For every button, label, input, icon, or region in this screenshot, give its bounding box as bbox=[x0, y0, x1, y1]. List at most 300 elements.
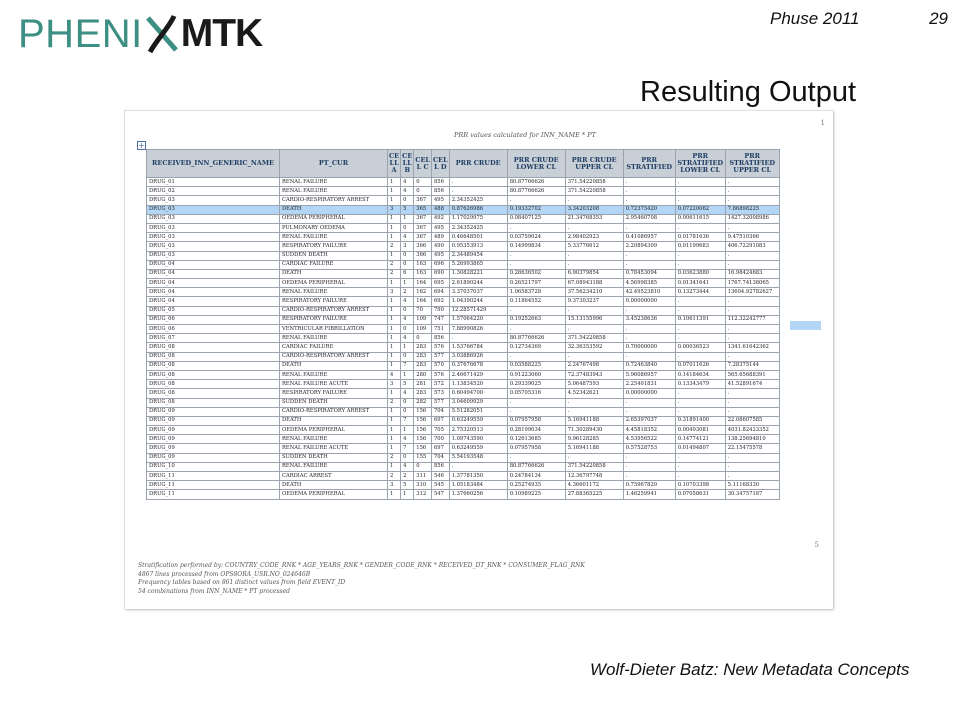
table-cell: 16.98424683 bbox=[725, 269, 779, 278]
table-cell: 13604.92782627 bbox=[725, 288, 779, 297]
table-cell: 406.72291083 bbox=[725, 242, 779, 251]
table-cell: 0.01494807 bbox=[675, 444, 725, 453]
table-row[interactable] bbox=[147, 242, 780, 251]
table-cell: 2.65397037 bbox=[623, 416, 675, 425]
table-cell: 856 bbox=[431, 178, 449, 187]
table-cell: 690 bbox=[431, 269, 449, 278]
table-cell: 1.13834520 bbox=[449, 380, 507, 389]
table-cell: . bbox=[675, 462, 725, 471]
table-cell: 4031.82423352 bbox=[725, 426, 779, 435]
table-cell: 2.98402923 bbox=[565, 233, 623, 242]
table-cell: 0.05705316 bbox=[507, 389, 565, 398]
table-cell: 5.33776612 bbox=[565, 242, 623, 251]
table-cell: 1 bbox=[388, 389, 401, 398]
table-cell: 4 bbox=[401, 178, 414, 187]
table-cell: 2.34352425 bbox=[449, 223, 507, 232]
table-cell: RENAL FAILURE bbox=[280, 435, 388, 444]
table-cell: 109 bbox=[414, 325, 432, 334]
table-row[interactable] bbox=[147, 251, 780, 260]
table-row[interactable] bbox=[147, 260, 780, 269]
table-cell: . bbox=[725, 407, 779, 416]
table-cell: 0 bbox=[401, 398, 414, 407]
table-cell: 1 bbox=[388, 251, 401, 260]
table-cell: DEATH bbox=[280, 205, 388, 214]
table-cell: 856 bbox=[431, 462, 449, 471]
table-cell: DRUG_03 bbox=[147, 251, 280, 260]
table-cell: 3 bbox=[388, 205, 401, 214]
table-cell: . bbox=[507, 325, 565, 334]
table-cell: 0 bbox=[401, 260, 414, 269]
table-row[interactable] bbox=[147, 343, 780, 352]
table-cell: 0.03588225 bbox=[507, 361, 565, 370]
table-cell: DRUG_08 bbox=[147, 370, 280, 379]
table-cell: 0.01341641 bbox=[675, 279, 725, 288]
table-cell: DRUG_04 bbox=[147, 269, 280, 278]
table-cell: 3.03886926 bbox=[449, 352, 507, 361]
table-cell: DRUG_10 bbox=[147, 462, 280, 471]
table-cell: RESPIRATORY FAILURE bbox=[280, 297, 388, 306]
table-cell: 80.87766626 bbox=[507, 178, 565, 187]
table-cell: 0.00493081 bbox=[675, 426, 725, 435]
table-cell: 5.51282051 bbox=[449, 407, 507, 416]
table-cell: 0.28199034 bbox=[507, 426, 565, 435]
table-cell: . bbox=[565, 407, 623, 416]
table-cell: 0.26521797 bbox=[507, 279, 565, 288]
table-cell: DRUG_03 bbox=[147, 205, 280, 214]
table-cell: 1 bbox=[388, 306, 401, 315]
table-cell: 4 bbox=[388, 370, 401, 379]
table-cell: . bbox=[507, 196, 565, 205]
table-cell: 0.14774121 bbox=[675, 435, 725, 444]
table-cell: . bbox=[449, 178, 507, 187]
table-cell: 5.96086957 bbox=[623, 370, 675, 379]
column-header: RECEIVED_INN_GENERIC_NAME bbox=[147, 150, 280, 178]
table-cell: 0.14999834 bbox=[507, 242, 565, 251]
footnote-line: Stratification performed by: COUNTRY_CODE_RNK * AGE_YEARS_RNK * GENDER_CODE_RNK * RECEIVED_DT_RNK * CONSUMER_FLAG_RNK bbox=[138, 562, 585, 569]
table-row[interactable] bbox=[147, 398, 780, 407]
table-row[interactable] bbox=[147, 315, 780, 324]
table-cell: 576 bbox=[431, 343, 449, 352]
table-cell: . bbox=[623, 352, 675, 361]
table-cell: 0.11864552 bbox=[507, 297, 565, 306]
table-row[interactable] bbox=[147, 334, 780, 343]
table-cell: SUDDEN DEATH bbox=[280, 251, 388, 260]
table-cell: 164 bbox=[414, 297, 432, 306]
table-cell: 6 bbox=[401, 269, 414, 278]
table-row[interactable] bbox=[147, 407, 780, 416]
report-page-mark: 1 bbox=[820, 119, 825, 127]
table-cell: 2 bbox=[388, 398, 401, 407]
table-cell: 0.07058631 bbox=[675, 490, 725, 499]
table-cell: 5 bbox=[401, 205, 414, 214]
table-cell: DRUG_08 bbox=[147, 343, 280, 352]
table-cell: 4 bbox=[401, 297, 414, 306]
table-cell: 0.25274935 bbox=[507, 481, 565, 490]
table-cell: DRUG_03 bbox=[147, 233, 280, 242]
table-cell: 1 bbox=[388, 279, 401, 288]
table-cell: 80.87766626 bbox=[507, 334, 565, 343]
table-cell: 365 bbox=[414, 205, 432, 214]
table-cell: DRUG_09 bbox=[147, 407, 280, 416]
table-cell: OEDEMA PERIPHERAL bbox=[280, 279, 388, 288]
table-cell: . bbox=[507, 223, 565, 232]
table-cell: 282 bbox=[414, 398, 432, 407]
table-cell: 15.13155996 bbox=[565, 315, 623, 324]
table-cell: 6.90379854 bbox=[565, 269, 623, 278]
table-cell: 0.00611615 bbox=[675, 214, 725, 223]
table-cell: 9.37303237 bbox=[565, 297, 623, 306]
slide-title: Resulting Output bbox=[640, 76, 857, 108]
table-cell: 109 bbox=[414, 315, 432, 324]
table-cell: RESPIRATORY FAILURE bbox=[280, 315, 388, 324]
table-cell: . bbox=[725, 453, 779, 462]
table-cell: 2.61890244 bbox=[449, 279, 507, 288]
table-row[interactable] bbox=[147, 453, 780, 462]
table-cell: 490 bbox=[431, 242, 449, 251]
table-cell: 7 bbox=[401, 444, 414, 453]
table-cell: 1 bbox=[388, 325, 401, 334]
table-cell: . bbox=[449, 187, 507, 196]
table-cell: DRUG_08 bbox=[147, 352, 280, 361]
table-cell: 3.45238636 bbox=[623, 315, 675, 324]
table-cell: 163 bbox=[414, 269, 432, 278]
table-cell: . bbox=[675, 251, 725, 260]
table-row[interactable] bbox=[147, 389, 780, 398]
table-cell: 0.00036523 bbox=[675, 343, 725, 352]
table-cell: 577 bbox=[431, 398, 449, 407]
table-cell: . bbox=[623, 398, 675, 407]
table-cell: 573 bbox=[431, 389, 449, 398]
table-cell: . bbox=[623, 453, 675, 462]
table-row[interactable] bbox=[147, 178, 780, 187]
table-cell: 0 bbox=[414, 462, 432, 471]
table-cell: 545 bbox=[431, 481, 449, 490]
table-row[interactable] bbox=[147, 297, 780, 306]
table-cell: . bbox=[725, 462, 779, 471]
table-cell: 492 bbox=[431, 214, 449, 223]
table-cell: 2.20894309 bbox=[623, 242, 675, 251]
table-cell: DRUG_04 bbox=[147, 288, 280, 297]
table-cell: 4 bbox=[401, 233, 414, 242]
table-cell: RENAL FAILURE ACUTE bbox=[280, 444, 388, 453]
table-cell: 1.57064220 bbox=[449, 315, 507, 324]
table-cell: . bbox=[623, 306, 675, 315]
table-cell: 5.06487593 bbox=[565, 380, 623, 389]
table-row[interactable] bbox=[147, 426, 780, 435]
table-cell: 1 bbox=[388, 223, 401, 232]
table-cell: RENAL FAILURE bbox=[280, 370, 388, 379]
table-row[interactable] bbox=[147, 444, 780, 453]
table-cell: 156 bbox=[414, 416, 432, 425]
table-cell: 0.07957958 bbox=[507, 416, 565, 425]
table-row[interactable] bbox=[147, 481, 780, 490]
conference-name: Phuse 2011 bbox=[770, 9, 860, 28]
table-cell: 1 bbox=[401, 343, 414, 352]
table-cell: . bbox=[725, 472, 779, 481]
table-cell: 0.31891400 bbox=[675, 416, 725, 425]
table-cell: 0.19332702 bbox=[507, 205, 565, 214]
report-screenshot bbox=[124, 110, 833, 609]
table-cell: 1.37781350 bbox=[449, 472, 507, 481]
table-cell: RENAL FAILURE bbox=[280, 462, 388, 471]
table-row[interactable] bbox=[147, 233, 780, 242]
table-cell: DRUG_05 bbox=[147, 306, 280, 315]
column-header: PRR STRATIFIED LOWER CL bbox=[675, 150, 725, 178]
table-cell: 371.54220858 bbox=[565, 334, 623, 343]
table-cell: 366 bbox=[414, 251, 432, 260]
table-row[interactable] bbox=[147, 472, 780, 481]
table-cell: 1341.61642362 bbox=[725, 343, 779, 352]
table-cell: . bbox=[623, 260, 675, 269]
table-cell: RENAL FAILURE bbox=[280, 288, 388, 297]
table-row[interactable] bbox=[147, 416, 780, 425]
table-cell: 705 bbox=[431, 426, 449, 435]
table-row[interactable] bbox=[147, 196, 780, 205]
table-cell: 0.10989225 bbox=[507, 490, 565, 499]
table-cell: DEATH bbox=[280, 269, 388, 278]
table-cell: 156 bbox=[414, 444, 432, 453]
table-cell: 856 bbox=[431, 187, 449, 196]
table-cell: 1 bbox=[388, 407, 401, 416]
table-cell: 704 bbox=[431, 453, 449, 462]
table-cell: DRUG_11 bbox=[147, 481, 280, 490]
table-cell: . bbox=[725, 306, 779, 315]
table-cell: 0.07957958 bbox=[507, 444, 565, 453]
table-cell: 283 bbox=[414, 361, 432, 370]
table-cell: . bbox=[623, 223, 675, 232]
table-row[interactable] bbox=[147, 490, 780, 499]
table-cell: 694 bbox=[431, 288, 449, 297]
table-row[interactable] bbox=[147, 187, 780, 196]
table-cell: DRUG_03 bbox=[147, 214, 280, 223]
table-cell: 0.00000000 bbox=[623, 297, 675, 306]
table-cell: . bbox=[675, 407, 725, 416]
table-cell: 3 bbox=[401, 242, 414, 251]
table-cell: 2.34489454 bbox=[449, 251, 507, 260]
table-cell: . bbox=[507, 251, 565, 260]
footnote-line: 54 combinations from INN_NAME * PT processed bbox=[138, 587, 291, 595]
table-cell: 0.13273444 bbox=[675, 288, 725, 297]
table-cell: 1.46259941 bbox=[623, 490, 675, 499]
table-cell: 164 bbox=[414, 279, 432, 288]
table-cell: CARDIO-RESPIRATORY ARREST bbox=[280, 196, 388, 205]
table-cell: 0 bbox=[401, 223, 414, 232]
table-cell: 692 bbox=[431, 297, 449, 306]
table-cell: 2 bbox=[388, 242, 401, 251]
expand-icon[interactable]: + bbox=[138, 141, 145, 150]
table-cell: 5 bbox=[401, 481, 414, 490]
table-cell: OEDEMA PERIPHERAL bbox=[280, 490, 388, 499]
table-row[interactable] bbox=[147, 462, 780, 471]
table-cell: 311 bbox=[414, 472, 432, 481]
table-cell: 2.75320513 bbox=[449, 426, 507, 435]
logo-x-mark-icon bbox=[144, 12, 180, 56]
table-cell: 790 bbox=[431, 306, 449, 315]
table-cell: 3.37037037 bbox=[449, 288, 507, 297]
table-cell: 547 bbox=[431, 490, 449, 499]
table-cell: 4 bbox=[401, 315, 414, 324]
table-cell: . bbox=[725, 334, 779, 343]
table-cell: RENAL FAILURE bbox=[280, 187, 388, 196]
table-row[interactable] bbox=[147, 361, 780, 370]
table-cell: 3 bbox=[388, 380, 401, 389]
footnote-line: 4867 lines processed from OPS8ORA_USR.NO_024646B bbox=[138, 570, 311, 578]
table-cell: 0.13343479 bbox=[675, 380, 725, 389]
table-cell: 1.06583728 bbox=[507, 288, 565, 297]
table-cell: 1 bbox=[388, 426, 401, 435]
table-cell: 0.07011626 bbox=[675, 361, 725, 370]
table-cell: . bbox=[507, 352, 565, 361]
table-cell: RESPIRATORY FAILURE bbox=[280, 389, 388, 398]
table-cell: 4.36601172 bbox=[565, 481, 623, 490]
table-cell: 0.03623880 bbox=[675, 269, 725, 278]
table-cell: 0.12613685 bbox=[507, 435, 565, 444]
table-row[interactable] bbox=[147, 352, 780, 361]
table-cell: . bbox=[565, 325, 623, 334]
column-header: CE LL B bbox=[401, 150, 414, 178]
table-cell: 1.05183484 bbox=[449, 481, 507, 490]
table-cell: 5.16941188 bbox=[565, 416, 623, 425]
table-cell: 2 bbox=[388, 269, 401, 278]
table-cell: . bbox=[675, 223, 725, 232]
table-cell: DRUG_09 bbox=[147, 435, 280, 444]
table-cell: . bbox=[565, 398, 623, 407]
table-cell: 0 bbox=[414, 187, 432, 196]
table-cell: VENTRICULAR FIBRILLATION bbox=[280, 325, 388, 334]
table-cell: . bbox=[675, 389, 725, 398]
table-cell: . bbox=[623, 472, 675, 481]
table-cell: DRUG_06 bbox=[147, 315, 280, 324]
table-cell: 1 bbox=[388, 361, 401, 370]
table-row[interactable] bbox=[147, 325, 780, 334]
table-cell: 4.52342621 bbox=[565, 389, 623, 398]
selection-highlight-extension bbox=[790, 321, 821, 330]
table-cell: 4 bbox=[401, 334, 414, 343]
table-cell: 0.78453094 bbox=[623, 269, 675, 278]
table-cell: 0.63249559 bbox=[449, 444, 507, 453]
table-cell: 156 bbox=[414, 407, 432, 416]
table-row[interactable] bbox=[147, 288, 780, 297]
table-cell: SUDDEN DEATH bbox=[280, 398, 388, 407]
table-cell: CARDIAC FAILURE bbox=[280, 343, 388, 352]
table-cell: 163 bbox=[414, 260, 432, 269]
table-row[interactable] bbox=[147, 380, 780, 389]
table-cell: 9.96128285 bbox=[565, 435, 623, 444]
table-cell: 695 bbox=[431, 279, 449, 288]
table-cell: 4.45818352 bbox=[623, 426, 675, 435]
column-header: CEL L C bbox=[414, 150, 432, 178]
table-cell: . bbox=[725, 325, 779, 334]
table-cell: 5 bbox=[401, 380, 414, 389]
table-cell: 41.52891674 bbox=[725, 380, 779, 389]
table-cell: 751 bbox=[431, 325, 449, 334]
table-cell: 367 bbox=[414, 214, 432, 223]
table-cell: 576 bbox=[431, 370, 449, 379]
footnote-line: Frequency tables based on 861 distinct values from field EVENT_ID bbox=[138, 579, 346, 586]
table-cell: . bbox=[449, 334, 507, 343]
table-cell: 1.37660256 bbox=[449, 490, 507, 499]
table-cell: 1 bbox=[388, 178, 401, 187]
table-row[interactable] bbox=[147, 269, 780, 278]
table-row[interactable] bbox=[147, 279, 780, 288]
table-cell: 283 bbox=[414, 343, 432, 352]
table-row[interactable] bbox=[147, 370, 780, 379]
table-cell: DRUG_11 bbox=[147, 490, 280, 499]
table-cell: 0.63249559 bbox=[449, 416, 507, 425]
table-row[interactable] bbox=[147, 223, 780, 232]
table-cell: . bbox=[507, 306, 565, 315]
table-cell: 1 bbox=[388, 297, 401, 306]
table-cell: 2.95460708 bbox=[623, 214, 675, 223]
table-cell: 546 bbox=[431, 472, 449, 481]
table-cell: 1 bbox=[388, 444, 401, 453]
table-cell: . bbox=[507, 398, 565, 407]
table-cell: . bbox=[725, 260, 779, 269]
table-cell: 0.37676678 bbox=[449, 361, 507, 370]
table-cell: RENAL FAILURE bbox=[280, 334, 388, 343]
table-cell: . bbox=[565, 260, 623, 269]
table-cell: 5.26993865 bbox=[449, 260, 507, 269]
table-cell: DRUG_11 bbox=[147, 472, 280, 481]
table-row[interactable] bbox=[147, 306, 780, 315]
table-cell: 0.08407125 bbox=[507, 214, 565, 223]
table-cell: 3 bbox=[388, 481, 401, 490]
table-cell: . bbox=[675, 306, 725, 315]
table-cell: 489 bbox=[431, 233, 449, 242]
table-cell: 366 bbox=[414, 242, 432, 251]
table-cell: 0.14184634 bbox=[675, 370, 725, 379]
table-cell: 0 bbox=[401, 407, 414, 416]
table-cell: 700 bbox=[431, 435, 449, 444]
table-cell: 1 bbox=[401, 370, 414, 379]
table-cell: 4 bbox=[401, 435, 414, 444]
table-cell: . bbox=[675, 334, 725, 343]
table-cell: . bbox=[623, 251, 675, 260]
table-cell: 1 bbox=[401, 426, 414, 435]
table-cell: 0.95353913 bbox=[449, 242, 507, 251]
table-cell: 0.57528753 bbox=[623, 444, 675, 453]
table-cell: OEDEMA PERIPHERAL bbox=[280, 214, 388, 223]
table-row[interactable] bbox=[147, 214, 780, 223]
table-cell: CARDIO-RESPIRATORY ARREST bbox=[280, 352, 388, 361]
table-cell: DRUG_03 bbox=[147, 196, 280, 205]
table-cell: 1.53766784 bbox=[449, 343, 507, 352]
logo-phenix-text: PHENI bbox=[18, 12, 143, 56]
table-cell: 12.36797748 bbox=[565, 472, 623, 481]
table-cell: CARDIO-RESPIRATORY ARREST bbox=[280, 306, 388, 315]
table-cell: 1 bbox=[401, 279, 414, 288]
table-cell: . bbox=[623, 196, 675, 205]
table-cell: 21.34768353 bbox=[565, 214, 623, 223]
table-row[interactable] bbox=[147, 205, 780, 214]
table-cell: DRUG_03 bbox=[147, 242, 280, 251]
table-cell: 0.07220062 bbox=[675, 205, 725, 214]
table-cell: SUDDEN DEATH bbox=[280, 453, 388, 462]
table-cell: 0.10611391 bbox=[675, 315, 725, 324]
table-cell: 0.03759024 bbox=[507, 233, 565, 242]
table-cell: . bbox=[675, 325, 725, 334]
table-row[interactable] bbox=[147, 435, 780, 444]
table-cell: 0.24784134 bbox=[507, 472, 565, 481]
table-cell: . bbox=[675, 196, 725, 205]
column-header: CEL L D bbox=[431, 150, 449, 178]
table-cell: . bbox=[623, 462, 675, 471]
table-cell: . bbox=[675, 297, 725, 306]
table-cell: 0.28636502 bbox=[507, 269, 565, 278]
table-cell: 2.34352425 bbox=[449, 196, 507, 205]
table-cell: . bbox=[565, 223, 623, 232]
report-footnotes bbox=[138, 562, 585, 596]
